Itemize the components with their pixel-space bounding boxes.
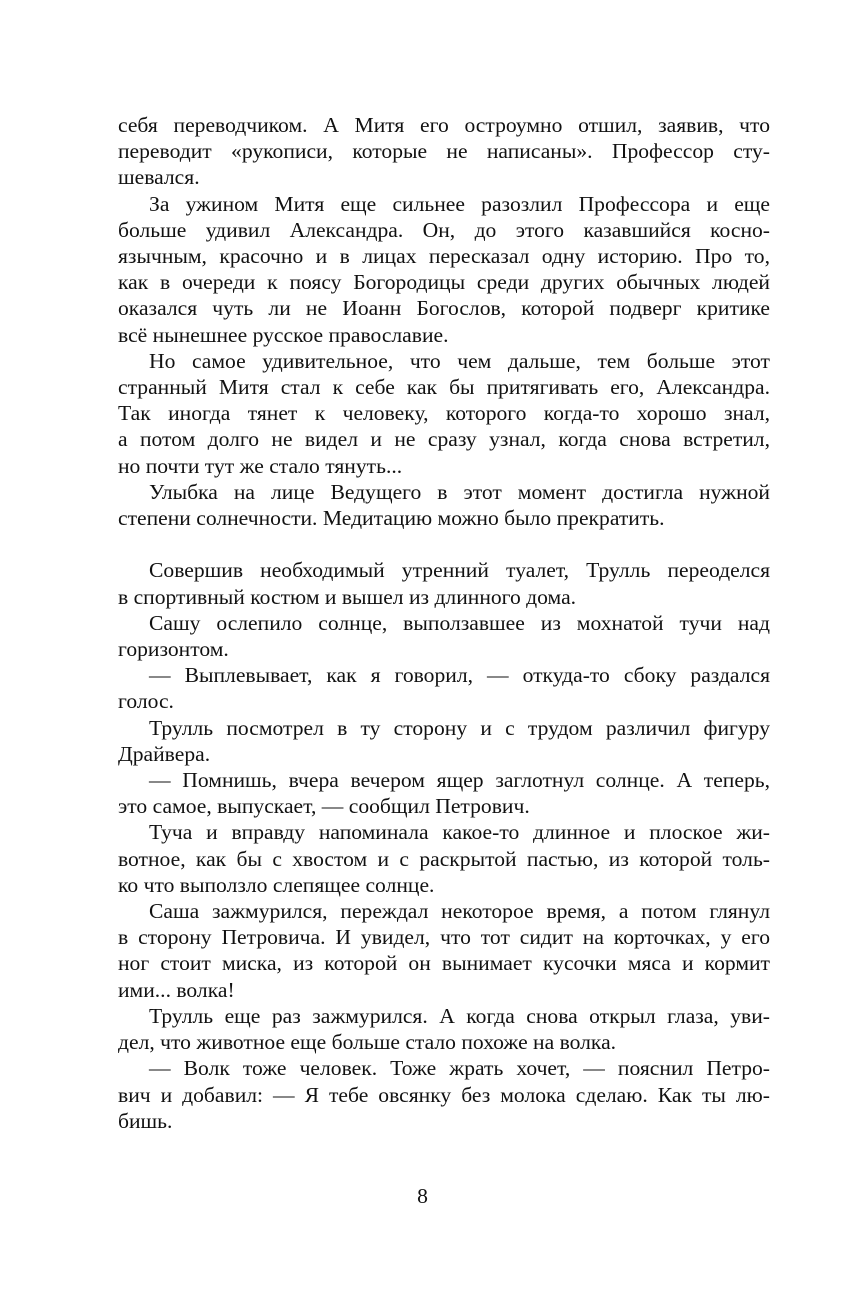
text-line: Драйвера. (118, 741, 211, 766)
paragraph (118, 662, 770, 714)
text-line: больше удивил Александра. Он, до этого казавшийся косно- (118, 217, 770, 242)
text-line: шевался. (118, 165, 200, 190)
text-line: бишь. (118, 1108, 173, 1133)
text-line: но почти тут же стало тянуть... (118, 453, 403, 478)
paragraph (118, 898, 770, 1003)
text-line: ко что выползло слепящее солнце. (118, 872, 435, 897)
paragraph (118, 191, 770, 348)
page-number: 8 (417, 1184, 428, 1208)
text-line: Совершив необходимый утренний туалет, Трулль переоделся (149, 558, 770, 583)
text-line: горизонтом. (118, 637, 229, 662)
text-line: Улыбка на лице Ведущего в этот момент достигла нужной (149, 479, 770, 504)
paragraph (118, 348, 770, 479)
text-line: оказался чуть ли не Иоанн Богослов, которой подверг критике (118, 296, 770, 321)
paragraph (118, 1003, 770, 1055)
paragraph (118, 767, 770, 819)
text-line: всё нынешнее русское православие. (118, 322, 449, 347)
text-line: Трулль еще раз зажмурился. А когда снова открыл глаза, уви- (149, 1003, 770, 1028)
text-line: голос. (118, 689, 174, 714)
text-line: Но самое удивительное, что чем дальше, тем больше этот (149, 348, 770, 373)
text-line: Туча и вправду напоминала какое-то длинное и плоское жи- (149, 820, 770, 845)
text-line: а потом долго не видел и не сразу узнал, когда снова встретил, (118, 427, 770, 452)
text-line: Так иногда тянет к человеку, которого когда-то хорошо знал, (118, 401, 770, 426)
text-line: как в очереди к поясу Богородицы среди других обычных людей (118, 270, 770, 295)
text-line: Саша зажмурился, переждал некоторое время, а потом глянул (149, 899, 770, 924)
paragraph (118, 819, 770, 898)
text-line: Трулль посмотрел в ту сторону и с трудом различил фигуру (149, 715, 770, 740)
text-line: в спортивный костюм и вышел из длинного дома. (118, 584, 577, 609)
text-line: — Выплевывает, как я говорил, — откуда-то сбоку раздался (149, 663, 770, 688)
text-line: — Помнишь, вчера вечером ящер заглотнул солнце. А теперь, (149, 768, 770, 793)
text-line: — Волк тоже человек. Тоже жрать хочет, — пояснил Петро- (149, 1056, 770, 1081)
book-page-text (118, 112, 770, 1134)
text-line: ног стоит миска, из которой он вынимает кусочки мяса и кормит (118, 951, 770, 976)
text-line: вотное, как бы с хвостом и с раскрытой пастью, из которой толь- (118, 846, 770, 871)
text-line: переводит «рукописи, которые не написаны». Профессор сту- (118, 139, 770, 164)
paragraph (118, 610, 770, 662)
text-line: себя переводчиком. А Митя его остроумно отшил, заявив, что (118, 113, 770, 137)
text-line: язычным, красочно и в лицах пересказал одну историю. Про то, (118, 244, 770, 269)
text-line: За ужином Митя еще сильнее разозлил Профессора и еще (149, 191, 770, 216)
paragraph (118, 112, 770, 191)
text-line: в сторону Петровича. И увидел, что тот сидит на корточках, у его (118, 925, 770, 950)
paragraph (118, 1055, 770, 1134)
text-section-2 (118, 557, 770, 1133)
paragraph (118, 479, 770, 531)
text-line: странный Митя стал к себе как бы притягивать его, Александра. (118, 375, 770, 400)
text-line: степени солнечности. Медитацию можно было прекратить. (118, 506, 665, 531)
text-line: вич и добавил: — Я тебе овсянку без молока сделаю. Как ты лю- (118, 1082, 770, 1107)
paragraph (118, 557, 770, 609)
text-line: дел, что животное еще больше стало похоже на волка. (118, 1030, 617, 1055)
text-section-1 (118, 112, 770, 531)
paragraph (118, 715, 770, 767)
text-line: ими... волка! (118, 977, 235, 1002)
text-line: Сашу ослепило солнце, выползавшее из мохнатой тучи над (149, 610, 770, 635)
text-line: это самое, выпускает, — сообщил Петрович. (118, 794, 530, 819)
